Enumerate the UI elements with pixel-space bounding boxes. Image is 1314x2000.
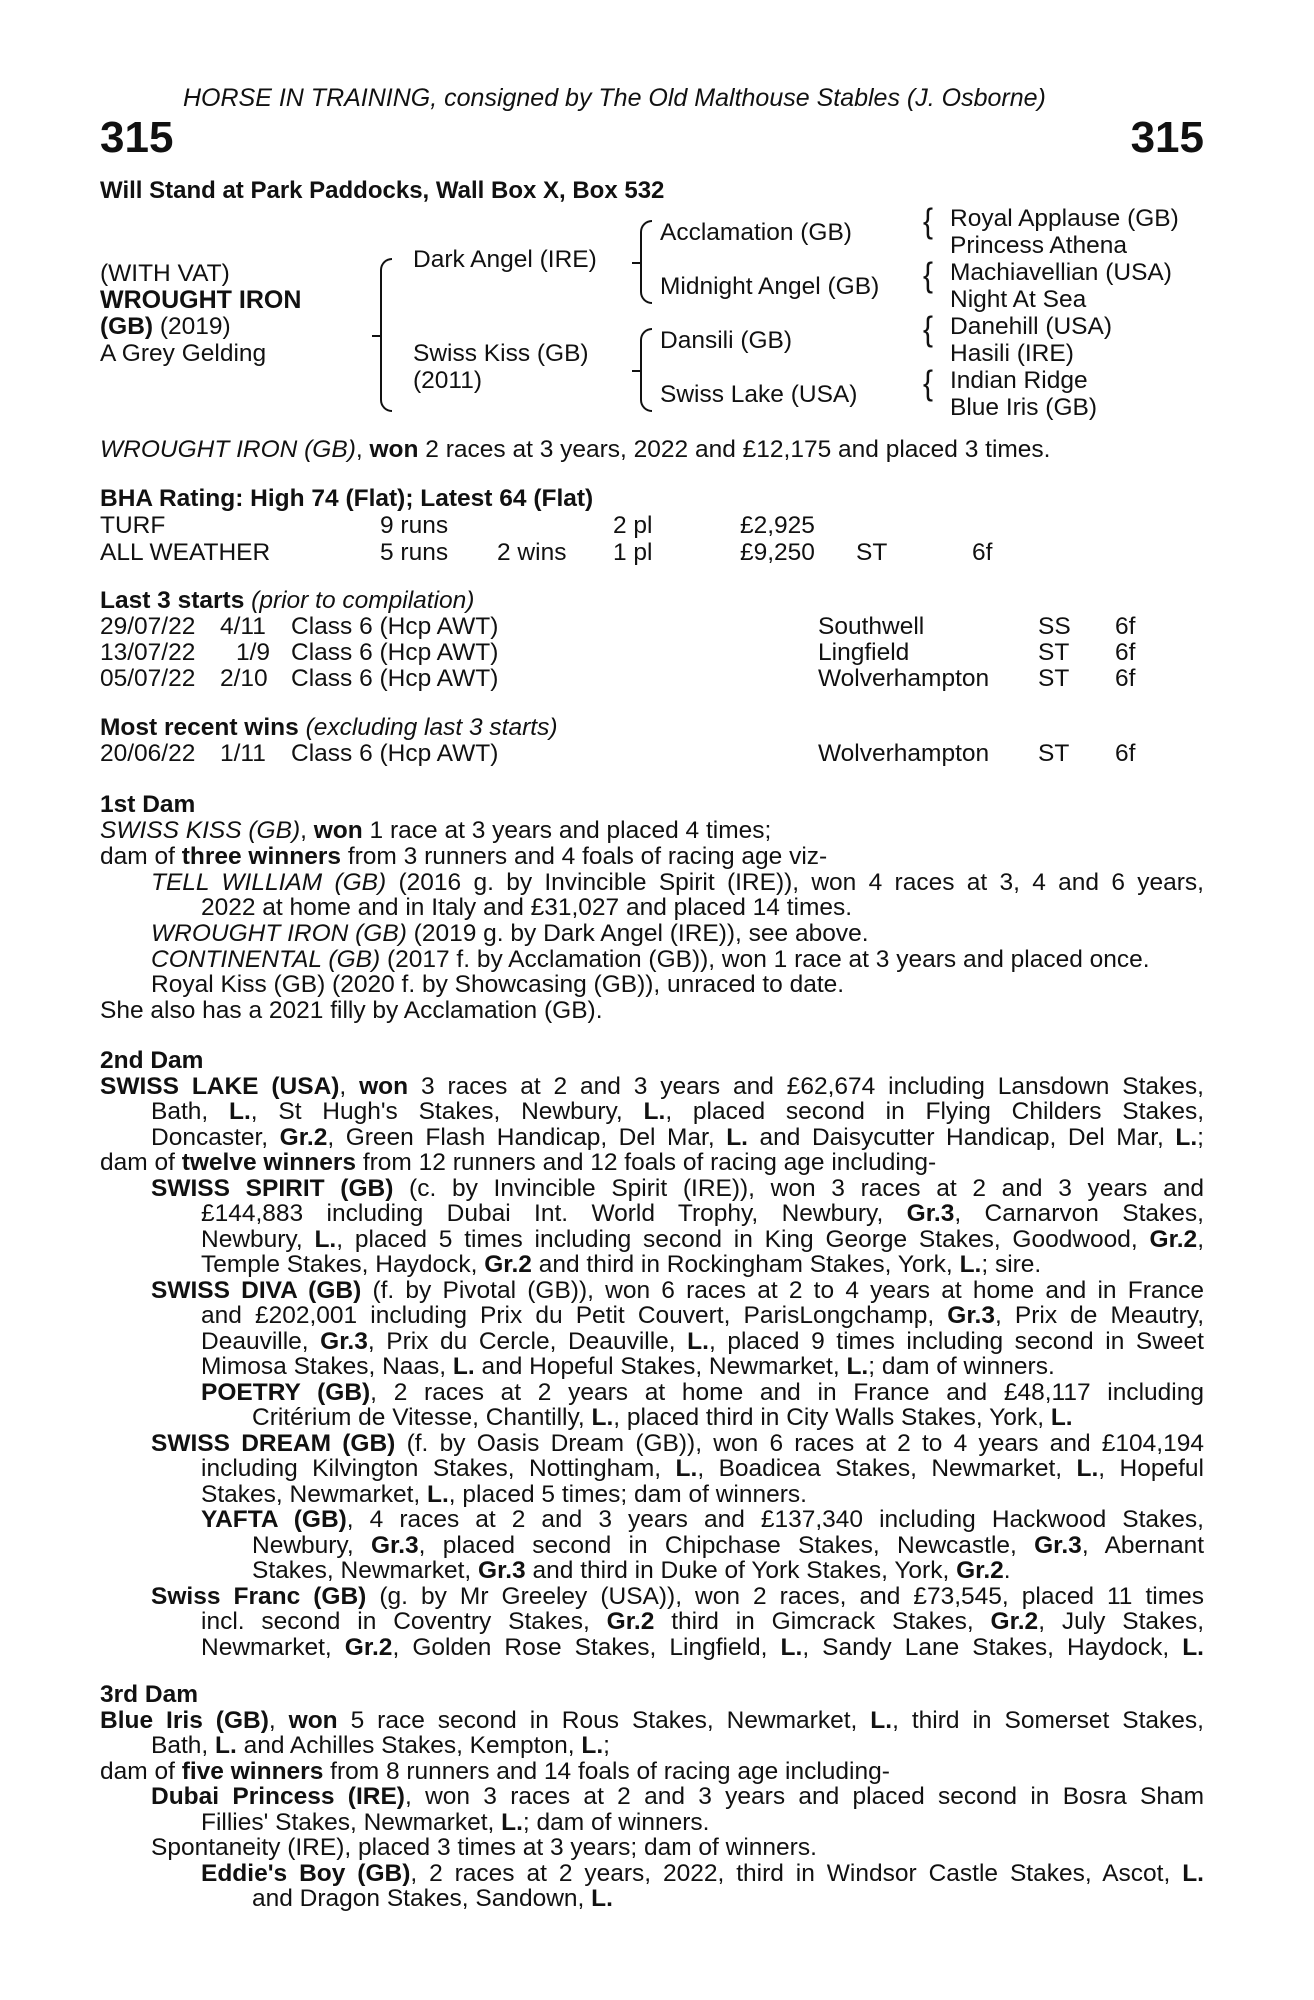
pedigree-brace-3d: {	[923, 364, 934, 403]
rating-wins: 2 wins	[497, 539, 567, 566]
first-dam-record: 1 race at 3 years and placed 4 times;	[362, 817, 772, 844]
dam2-line: Newbury, Gr.3, placed second in Chipchase Stakes, Newcastle, Gr.3, Abernant	[252, 1532, 1205, 1559]
sire-sire: Acclamation (GB)	[660, 219, 852, 246]
rating-going: ST	[856, 539, 888, 566]
sire: Dark Angel (IRE)	[413, 246, 597, 273]
ped-sds: Machiavellian (USA)	[950, 259, 1172, 286]
horse-description: A Grey Gelding	[100, 340, 267, 367]
dam-sire: Dansili (GB)	[660, 327, 793, 354]
start-going: ST	[1038, 665, 1070, 692]
dam2-line: incl. second in Coventry Stakes, Gr.2 third in Gimcrack Stakes, Gr.2, July Stakes,	[201, 1608, 1204, 1635]
dam2-line: Stakes, Newmarket, L., placed 5 times; dam of winners.	[201, 1481, 807, 1508]
start-distance: 6f	[1115, 613, 1136, 640]
ped-ddd: Blue Iris (GB)	[950, 394, 1098, 421]
win-race: Class 6 (Hcp AWT)	[291, 740, 499, 767]
produce-tell-william	[151, 871, 1204, 896]
dam2-line: £144,883 including Dubai Int. World Trophy, Newbury, Gr.3, Carnarvon Stakes,	[201, 1200, 1204, 1227]
pedigree-brace-1	[380, 258, 392, 412]
produce-wrought-iron	[151, 922, 869, 947]
start-course: Lingfield	[818, 639, 910, 666]
dam2-line: YAFTA (GB), 4 races at 2 and 3 years and £137,340 including Hackwood Stakes,	[201, 1506, 1204, 1533]
pedigree-brace-3c: {	[923, 310, 934, 349]
rating-prize: £9,250	[740, 539, 815, 566]
recent-wins-title: Most recent wins	[100, 714, 299, 741]
race-summary: WROUGHT IRON (GB), won 2 races at 3 years, 2022 and £12,175 and placed 3 times.	[100, 436, 1051, 463]
catalogue-header: HORSE IN TRAINING, consigned by The Old Malthouse Stables (J. Osborne)	[183, 84, 1046, 112]
ped-sss: Royal Applause (GB)	[950, 205, 1179, 232]
produce-suffix: from 3 runners and 4 foals of racing age viz-	[341, 843, 828, 870]
dam2-line: Doncaster, Gr.2, Green Flash Handicap, Del Mar, L. and Daisycutter Handicap, Del Mar, L.;	[151, 1124, 1204, 1151]
dam: Swiss Kiss (GB)	[413, 340, 589, 367]
vat-note: (WITH VAT)	[100, 260, 230, 287]
horse-origin: (GB)	[100, 313, 154, 340]
third-dam-heading: 3rd Dam	[100, 1681, 199, 1708]
recent-wins-note: (excluding last 3 starts)	[298, 714, 558, 741]
pedigree-brace-3b: {	[923, 256, 934, 295]
rating-placed: 2 pl	[613, 512, 653, 539]
box-location: Will Stand at Park Paddocks, Wall Box X, Box 532	[100, 177, 665, 204]
produce-wrought-iron-name: WROUGHT IRON (GB)	[151, 920, 407, 947]
last-starts-note: (prior to compilation)	[244, 587, 475, 614]
start-distance: 6f	[1115, 639, 1136, 666]
first-dam-name: SWISS KISS (GB)	[100, 817, 301, 844]
ped-dsd: Hasili (IRE)	[950, 340, 1074, 367]
start-position: 2/10	[220, 665, 268, 692]
start-race: Class 6 (Hcp AWT)	[291, 613, 499, 640]
win-distance: 6f	[1115, 740, 1136, 767]
start-distance: 6f	[1115, 665, 1136, 692]
dam-year: (2011)	[413, 367, 483, 394]
dam3-line: Fillies' Stakes, Newmarket, L.; dam of winners.	[201, 1809, 710, 1836]
summary-name: WROUGHT IRON (GB)	[100, 436, 356, 463]
dam2-line: Newbury, L., placed 5 times including second in King George Stakes, Goodwood, Gr.2,	[201, 1226, 1205, 1253]
dam2-line: Mimosa Stakes, Naas, L. and Hopeful Stakes, Newmarket, L.; dam of winners.	[201, 1353, 1055, 1380]
start-going: ST	[1038, 639, 1070, 666]
dam2-line: POETRY (GB), 2 races at 2 years at home and in France and £48,117 including	[201, 1379, 1204, 1406]
first-dam-produce-summary	[100, 845, 827, 870]
dam2-line: Bath, L., St Hugh's Stakes, Newbury, L., placed second in Flying Childers Stakes,	[151, 1098, 1205, 1125]
dam2-line: Temple Stakes, Haydock, Gr.2 and third in Rockingham Stakes, York, L.; sire.	[201, 1251, 1042, 1278]
produce-prefix: dam of	[100, 843, 182, 870]
pedigree-brace-2a	[640, 220, 652, 304]
produce-wrought-iron-record: (2019 g. by Dark Angel (IRE)), see above.	[406, 920, 869, 947]
produce-tell-william-cont: 2022 at home and in Italy and £31,027 and placed 14 times.	[201, 894, 853, 921]
summary-rest: 2 races at 3 years, 2022 and £12,175 and placed 3 times.	[418, 436, 1051, 463]
second-dam-heading: 2nd Dam	[100, 1047, 204, 1074]
produce-tell-william-name: TELL WILLIAM (GB)	[151, 869, 387, 896]
start-race: Class 6 (Hcp AWT)	[291, 639, 499, 666]
pedigree-brace-3a: {	[923, 202, 934, 241]
start-position: 1/9	[236, 639, 271, 666]
produce-royal-kiss: Royal Kiss (GB) (2020 f. by Showcasing (GB)), unraced to date.	[151, 971, 845, 998]
dam2-line: including Kilvington Stakes, Nottingham, L., Boadicea Stakes, Newmarket, L., Hopeful	[201, 1455, 1205, 1482]
rating-surface: TURF	[100, 512, 166, 539]
rating-distance: 6f	[972, 539, 993, 566]
start-course: Wolverhampton	[818, 665, 990, 692]
dam2-line: Deauville, Gr.3, Prix du Cercle, Deauville, L., placed 9 times including second in Sweet	[201, 1328, 1204, 1355]
start-date: 13/07/22	[100, 639, 196, 666]
dam2-line: SWISS DIVA (GB) (f. by Pivotal (GB)), won 6 races at 2 to 4 years at home and in France	[151, 1277, 1204, 1304]
produce-filly-note: She also has a 2021 filly by Acclamation (GB).	[100, 997, 603, 1024]
produce-tell-william-record: (2016 g. by Invincible Spirit (IRE)), won 4 races at 3, 4 and 6 years,	[386, 869, 1204, 896]
rating-heading: BHA Rating: High 74 (Flat); Latest 64 (Flat)	[100, 485, 594, 512]
last-starts-heading	[100, 589, 474, 614]
dam2-line: Swiss Franc (GB) (g. by Mr Greeley (USA)), won 2 races, and £73,545, placed 11 times	[151, 1583, 1204, 1610]
lot-number-left: 315	[100, 113, 174, 162]
start-going: SS	[1038, 613, 1071, 640]
sire-dam: Midnight Angel (GB)	[660, 273, 880, 300]
first-dam-line: SWISS KISS (GB), won 1 race at 3 years and placed 4 times;	[100, 817, 772, 844]
rating-runs: 5 runs	[380, 539, 449, 566]
dam2-line: SWISS DREAM (GB) (f. by Oasis Dream (GB)), won 6 races at 2 to 4 years and £104,194	[151, 1430, 1204, 1457]
start-date: 29/07/22	[100, 613, 196, 640]
win-date: 20/06/22	[100, 740, 196, 767]
dam2-line: Stakes, Newmarket, Gr.3 and third in Duke of York Stakes, York, Gr.2.	[252, 1557, 1011, 1584]
dam3-line: and Dragon Stakes, Sandown, L.	[252, 1885, 613, 1912]
dam-dam: Swiss Lake (USA)	[660, 381, 858, 408]
start-race: Class 6 (Hcp AWT)	[291, 665, 499, 692]
start-course: Southwell	[818, 613, 925, 640]
dam3-line: Blue Iris (GB), won 5 race second in Rous Stakes, Newmarket, L., third in Somerset Stakes,	[100, 1707, 1204, 1734]
start-date: 05/07/22	[100, 665, 196, 692]
win-going: ST	[1038, 740, 1070, 767]
ped-dss: Danehill (USA)	[950, 313, 1113, 340]
pedigree-brace-2b	[640, 328, 652, 412]
rating-runs: 9 runs	[380, 512, 449, 539]
dam2-line: SWISS LAKE (USA), won 3 races at 2 and 3 years and £62,674 including Lansdown Stakes,	[100, 1073, 1204, 1100]
start-position: 4/11	[220, 613, 266, 640]
rating-placed: 1 pl	[613, 539, 653, 566]
dam3-line: Eddie's Boy (GB), 2 races at 2 years, 2022, third in Windsor Castle Stakes, Ascot, L.	[201, 1860, 1204, 1887]
dam3-line: Dubai Princess (IRE), won 3 races at 2 and 3 years and placed second in Bosra Sham	[151, 1783, 1205, 1810]
dam2-line: Newmarket, Gr.2, Golden Rose Stakes, Lingfield, L., Sandy Lane Stakes, Haydock, L.	[201, 1634, 1204, 1661]
rating-surface: ALL WEATHER	[100, 539, 271, 566]
first-dam-heading: 1st Dam	[100, 791, 196, 818]
rating-prize: £2,925	[740, 512, 815, 539]
produce-continental-name: CONTINENTAL (GB)	[151, 946, 381, 973]
first-dam-won: won	[313, 817, 363, 844]
dam2-line: Critérium de Vitesse, Chantilly, L., placed third in City Walls Stakes, York, L.	[252, 1404, 1073, 1431]
produce-continental-record: (2017 f. by Acclamation (GB)), won 1 race at 3 years and placed once.	[380, 946, 1150, 973]
horse-year: (2019)	[153, 313, 231, 340]
dam2-line: SWISS SPIRIT (GB) (c. by Invincible Spirit (IRE)), won 3 races at 2 and 3 years and	[151, 1175, 1204, 1202]
recent-wins-heading	[100, 716, 557, 741]
ped-ssd: Princess Athena	[950, 232, 1128, 259]
produce-continental	[151, 948, 1150, 973]
summary-won: won	[369, 436, 419, 463]
ped-sdd: Night At Sea	[950, 286, 1087, 313]
lot-number-right: 315	[1130, 113, 1204, 162]
produce-winners: three winners	[181, 843, 342, 870]
win-position: 1/11	[220, 740, 266, 767]
dam2-line: and £202,001 including Prix du Petit Couvert, ParisLongchamp, Gr.3, Prix de Meautry,	[201, 1302, 1205, 1329]
dam3-line: Bath, L. and Achilles Stakes, Kempton, L.;	[151, 1732, 610, 1759]
win-course: Wolverhampton	[818, 740, 990, 767]
ped-dds: Indian Ridge	[950, 367, 1088, 394]
dam2-line: dam of twelve winners from 12 runners and 12 foals of racing age including-	[100, 1149, 937, 1176]
dam3-line: dam of five winners from 8 runners and 14 foals of racing age including-	[100, 1758, 890, 1785]
dam3-line: Spontaneity (IRE), placed 3 times at 3 years; dam of winners.	[151, 1834, 817, 1861]
last-starts-title: Last 3 starts	[100, 587, 245, 614]
horse-origin-year	[100, 315, 231, 340]
horse-name: WROUGHT IRON	[100, 286, 302, 314]
